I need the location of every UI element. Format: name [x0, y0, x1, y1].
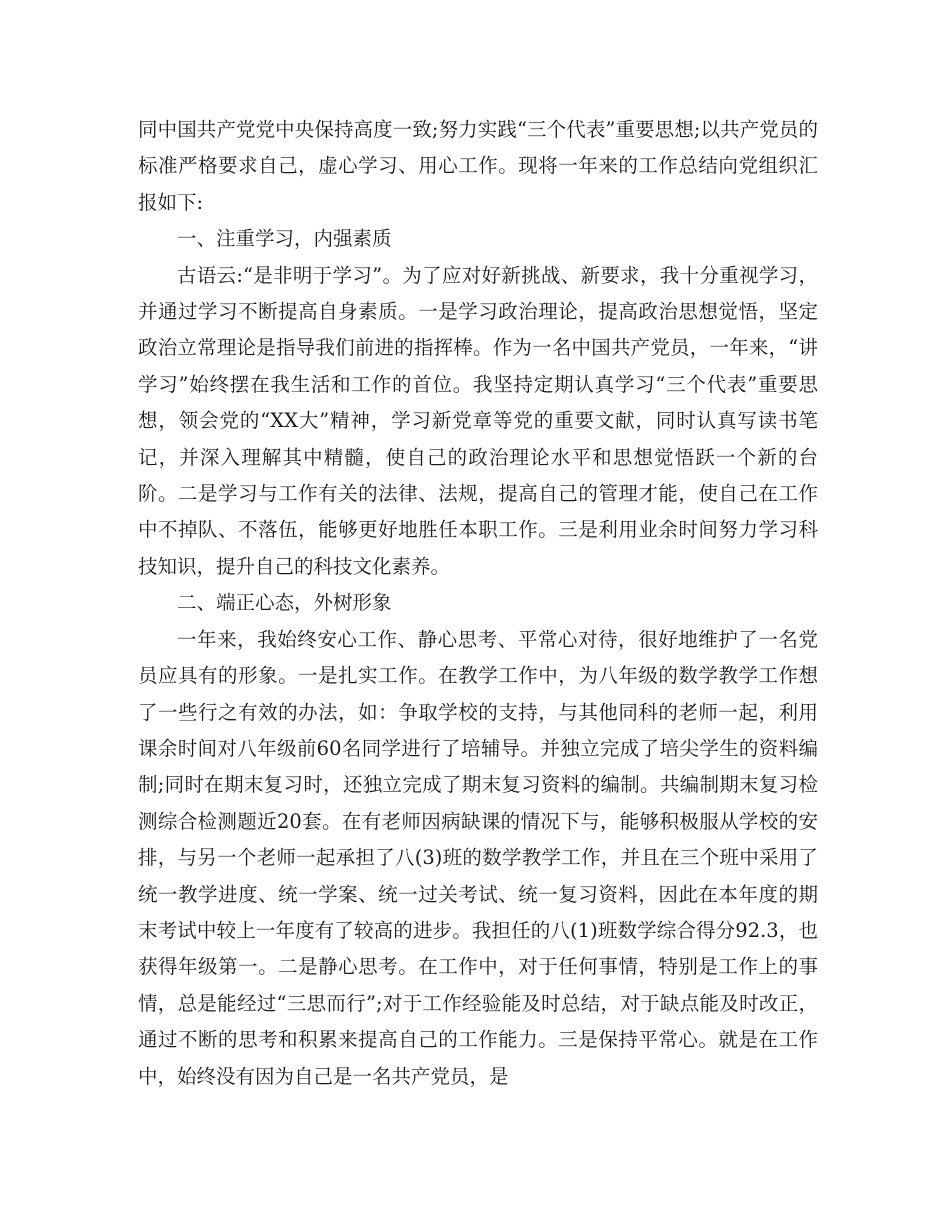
section-2-paragraph: 一年来，我始终安心工作、静心思考、平常心对待，很好地维护了一名党员应具有的形象。一是扎实工作。在教学工作中，为八年级的数学教学工作想了一些行之有效的办法，如：争取学校的支持，与其他同科的老师一起，利用课余时间对八年级前60名同学进行了培辅导。并独立完成了培尖学生的资料编制;同时在期末复习时，还独立完成了期末复习资料的编制。共编制期末复习检测综合检测题近20套。在有老师因病缺课的情况下与，能够积极服从学校的安排，与另一个老师一起承担了八(3)班的数学教学工作，并且在三个班中采用了统一教学进度、统一学案、统一过关考试、统一复习资料，因此在本年度的期末考试中较上一年度有了较高的进步。我担任的八(1)班数学综合得分92.3，也获得年级第一。二是静心思考。在工作中，对于任何事情，特别是工作上的事情，总是能经过“三思而行”;对于工作经验能及时总结，对于缺点能及时改正，通过不断的思考和积累来提高自己的工作能力。三是保持平常心。就是在工作中，始终没有因为自己是一名共产党员，是: [138, 627, 818, 1088]
intro-paragraph: 同中国共产党党中央保持高度一致;努力实践“三个代表”重要思想;以共产党员的标准严格要求自己，虚心学习、用心工作。现将一年来的工作总结向党组织汇报如下:: [138, 118, 818, 214]
section-1-paragraph: 古语云:“是非明于学习”。为了应对好新挑战、新要求，我十分重视学习，并通过学习不断提高自身素质。一是学习政治理论，提高政治思想觉悟，坚定政治立常理论是指导我们前进的指挥棒。作为一名中国共产党员，一年来，“讲学习”始终摆在我生活和工作的首位。我坚持定期认真学习“三个代表”重要思想，领会党的“XX大”精神，学习新党章等党的重要文献，同时认真写读书笔记，并深入理解其中精髓，使自己的政治理论水平和思想觉悟跃一个新的台阶。二是学习与工作有关的法律、法规，提高自己的管理才能，使自己在工作中不掉队、不落伍，能够更好地胜任本职工作。三是利用业余时间努力学习科技知识，提升自己的科技文化素养。: [138, 263, 818, 578]
document-body: [138, 112, 818, 1095]
section-heading-1: 一、注重学习，内强素质: [177, 227, 392, 251]
section-heading-2: 二、端正心态，外树形象: [177, 591, 392, 615]
